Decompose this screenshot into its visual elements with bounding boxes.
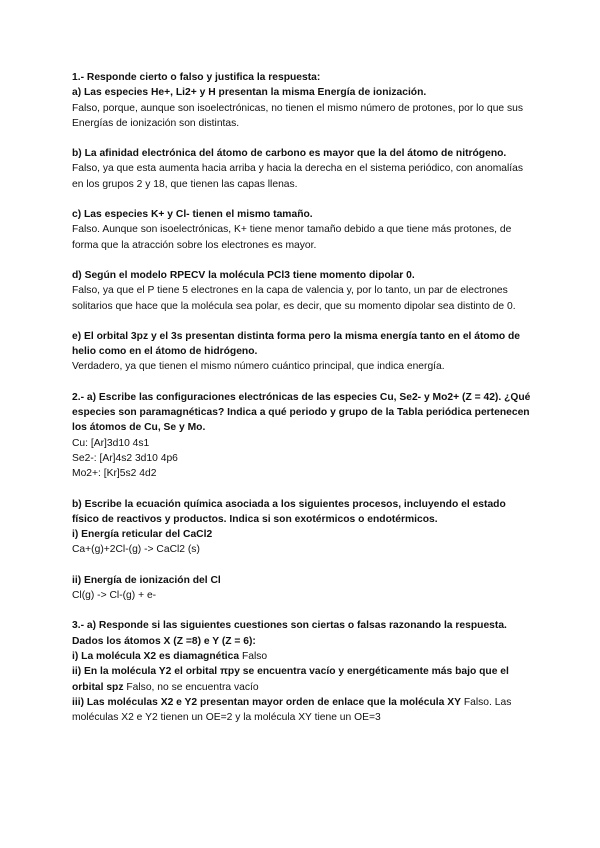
q1-a-question: a) Las especies He+, Li2+ y H presentan la misma Energía de ionización.: [72, 87, 427, 99]
q1-c-question: c) Las especies K+ y Cl- tienen el mismo tamaño.: [72, 209, 313, 221]
q2-a-line: Cu: [Ar]3d10 4s1: [72, 437, 150, 449]
q2-b-ii-answer: Cl(g) -> Cl-(g) + e-: [72, 590, 157, 602]
q3-iii-question: iii) Las moléculas X2 e Y2 presentan mayor orden de enlace que la molécula XY: [72, 696, 461, 708]
q2-a-line: Mo2+: [Kr]5s2 4d2: [72, 468, 157, 480]
q3-iii: [72, 695, 532, 726]
q1-c-answer: Falso. Aunque son isoelectrónicas, K+ tiene menor tamaño debido a que tiene más protones, de forma que la atracción sobre los electrones es mayor.: [72, 224, 512, 251]
q1-d-answer: Falso, ya que el P tiene 5 electrones en la capa de valencia y, por lo tanto, un par de electrones solitarios que hace que la molécula sea polar, es decir, que su momento dipolar sea distinto de 0.: [72, 285, 516, 312]
document-page: [72, 70, 532, 725]
q2-a-line: Se2-: [Ar]4s2 3d10 4p6: [72, 452, 178, 464]
q3-i: [72, 649, 532, 664]
q2-a-question: 2.- a) Escribe las configuraciones electrónicas de las especies Cu, Se2- y Mo2+ (Z = 42). ¿Qué especies son paramagnéticas? Indica a qué periodo y grupo de la Tabla periódica pertenecen los átomos de Cu, Se y Mo.: [72, 391, 531, 434]
q3-i-answer: Falso: [241, 650, 268, 662]
q2-b-i-answer: Ca+(g)+2Cl-(g) -> CaCl2 (s): [72, 544, 200, 556]
q3-i-question: i) La molécula X2 es diamagnética: [72, 650, 240, 662]
q3-ii-question: ii) En la molécula Y2 el orbital πpy se encuentra vacío y energéticamente más bajo que el orbital spz: [72, 666, 509, 693]
q1-header: 1.- Responde cierto o falso y justifica la respuesta:: [72, 72, 321, 83]
q3-iii-answer: Falso. Las moléculas X2 e Y2 tienen un OE=2 y la molécula XY tiene un OE=3: [72, 696, 512, 724]
q2-b-i-question: i) Energía reticular del CaCl2: [72, 529, 213, 541]
q2-b-question: b) Escribe la ecuación química asociada a los siguientes procesos, incluyendo el estado físico de reactivos y productos. Indica si son exotérmicos o endotérmicos.: [72, 498, 506, 525]
q1-a-answer: Falso, porque, aunque son isoelectrónicas, no tienen el mismo número de protones, por lo que sus Energías de ionización son distintas.: [72, 102, 524, 129]
q1-e-answer: Verdadero, ya que tienen el mismo número cuántico principal, que indica energía.: [72, 361, 445, 373]
q3-ii-answer: Falso, no se encuentra vacío: [126, 681, 259, 693]
q3-ii: [72, 664, 532, 695]
q2-b-ii-question: ii) Energía de ionización del Cl: [72, 574, 221, 586]
q1-d-question: d) Según el modelo RPECV la molécula PCl3 tiene momento dipolar 0.: [72, 269, 415, 281]
q1-e-question: e) El orbital 3pz y el 3s presentan distinta forma pero la misma energía tanto en el átomo de helio como en el átomo de hidrógeno.: [72, 330, 521, 358]
q3-a-question: 3.- a) Responde si las siguientes cuestiones son ciertas o falsas razonando la respuesta. Dados los átomos X (Z =8) e Y (Z = 6):: [72, 620, 507, 647]
q1-b-question: b) La afinidad electrónica del átomo de carbono es mayor que la del átomo de nitrógeno.: [72, 148, 507, 160]
q1-b-answer: Falso, ya que esta aumenta hacia arriba y hacia la derecha en el sistema periódico, con anomalías en los grupos 2 y 18, que tienen las capas llenas.: [72, 163, 524, 190]
